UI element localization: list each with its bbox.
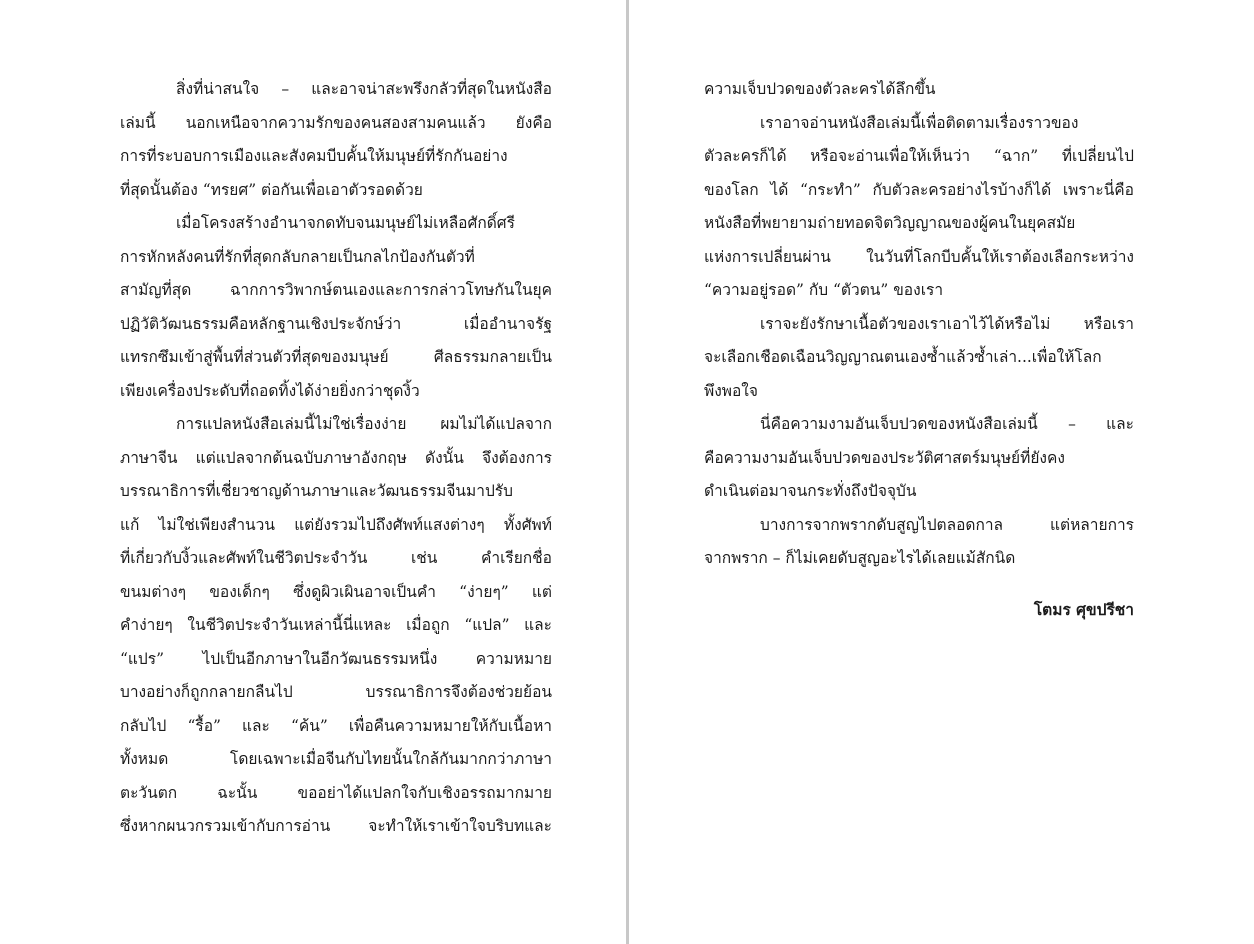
text-line: การหักหลังคนที่รักที่สุดกลับกลายเป็นกลไกป้องกันตัวที่ <box>120 247 475 266</box>
text-line: ความเจ็บปวดของตัวละครได้ลึกขึ้น <box>704 80 936 98</box>
paragraph <box>120 77 552 211</box>
text-line: เราอาจอ่านหนังสือเล่มนี้เพื่อติดตามเรื่องราวของ <box>760 113 1079 132</box>
paragraph-continuation <box>704 77 1134 111</box>
text-line: “แปร” ไปเป็นอีกภาษาในอีกวัฒนธรรมหนึ่ง ความหมาย <box>120 649 552 668</box>
text-line: ปฏิวัติวัฒนธรรมคือหลักฐานเชิงประจักษ์ว่า เมื่ออำนาจรัฐ <box>120 314 552 333</box>
text-line: หนังสือที่พยายามถ่ายทอดจิตวิญญาณของผู้คนในยุคสมัย <box>704 214 1076 232</box>
right-page-text <box>704 77 1134 622</box>
text-line: ดำเนินต่อมาจนกระทั่งถึงปัจจุบัน <box>704 482 917 500</box>
text-line: การแปลหนังสือเล่มนี้ไม่ใช่เรื่องง่าย ผมไม่ได้แปลจาก <box>176 415 552 433</box>
paragraph <box>704 312 1134 413</box>
text-line: ของโลก ได้ “กระทำ” กับตัวละครอย่างไรบ้างก็ได้ เพราะนี่คือ <box>704 180 1134 199</box>
text-line: ตะวันตก ฉะนั้น ขออย่าได้แปลกใจกับเชิงอรรถมากมาย <box>120 783 552 802</box>
text-line: ซึ่งหากผนวกรวมเข้ากับการอ่าน จะทำให้เราเข้าใจบริบทและ <box>120 817 552 835</box>
text-line: สิ่งที่น่าสนใจ – และอาจน่าสะพรึงกลัวที่สุดในหนังสือ <box>176 80 552 98</box>
text-line: เมื่อโครงสร้างอำนาจกดทับจนมนุษย์ไม่เหลือศักดิ์ศรี <box>176 214 515 232</box>
text-line: กลับไป “รื้อ” และ “ค้น” เพื่อคืนความหมายให้กับเนื้อหา <box>120 716 552 735</box>
right-page <box>629 0 1254 944</box>
text-line: ที่สุดนั้นต้อง “ทรยศ” ต่อกันเพื่อเอาตัวรอดด้วย <box>120 180 423 199</box>
text-line: เราจะยังรักษาเนื้อตัวของเราเอาไว้ได้หรือไม่ หรือเรา <box>760 314 1134 333</box>
text-line: แห่งการเปลี่ยนผ่าน ในวันที่โลกบีบคั้นให้เราต้องเลือกระหว่าง <box>704 247 1134 266</box>
text-line: แก้ ไม่ใช่เพียงสำนวน แต่ยังรวมไปถึงศัพท์แสงต่างๆ ทั้งศัพท์ <box>120 515 552 534</box>
text-line: การที่ระบอบการเมืองและสังคมบีบคั้นให้มนุษย์ที่รักกันอย่าง <box>120 147 508 165</box>
paragraph <box>704 111 1134 312</box>
left-page <box>0 0 626 944</box>
paragraph <box>120 412 552 848</box>
paragraph <box>704 513 1134 580</box>
text-line: สามัญที่สุด ฉากการวิพากษ์ตนเองและการกล่าวโทษกันในยุค <box>120 281 552 299</box>
text-line: พึงพอใจ <box>704 381 758 400</box>
text-line: นี่คือความงามอันเจ็บปวดของหนังสือเล่มนี้ – และ <box>760 415 1134 433</box>
text-line: ขนมต่างๆ ของเด็กๆ ซึ่งดูผิวเผินอาจเป็นคำ “ง่ายๆ” แต่ <box>120 582 552 601</box>
text-line: ทั้งหมด โดยเฉพาะเมื่อจีนกับไทยนั้นใกล้กันมากกว่าภาษา <box>120 750 552 768</box>
text-line: เล่มนี้ นอกเหนือจากความรักของคนสองสามคนแล้ว ยังคือ <box>120 113 552 132</box>
text-line: บางการจากพรากดับสูญไปตลอดกาล แต่หลายการ <box>760 515 1134 534</box>
text-line: บางอย่างก็ถูกกลายกลืนไป บรรณาธิการจึงต้องช่วยย้อน <box>120 683 552 701</box>
text-line: บรรณาธิการที่เชี่ยวชาญด้านภาษาและวัฒนธรรมจีนมาปรับ <box>120 482 513 500</box>
paragraph <box>120 211 552 412</box>
paragraph <box>704 412 1134 513</box>
text-line: เพียงเครื่องประดับที่ถอดทิ้งได้ง่ายยิ่งกว่าชุดงิ้ว <box>120 381 420 400</box>
text-line: ที่เกี่ยวกับงิ้วและศัพท์ในชีวิตประจำวัน เช่น คำเรียกชื่อ <box>120 549 552 567</box>
text-line: “ความอยู่รอด” กับ “ตัวตน” ของเรา <box>704 281 944 299</box>
text-line: จะเลือกเชือดเฉือนวิญญาณตนเองซ้ำแล้วซ้ำเล่า...เพื่อให้โลก <box>704 348 1102 366</box>
text-line: คำง่ายๆ ในชีวิตประจำวันเหล่านี้นี่แหละ เมื่อถูก “แปล” และ <box>120 616 552 634</box>
text-line: จากพราก – ก็ไม่เคยดับสูญอะไรได้เลยแม้สักนิด <box>704 549 1016 567</box>
text-line: แทรกซึมเข้าสู่พื้นที่ส่วนตัวที่สุดของมนุษย์ ศีลธรรมกลายเป็น <box>120 348 552 366</box>
author-signature: โตมร ศุขปรีชา <box>1033 599 1134 619</box>
text-line: ตัวละครก็ได้ หรือจะอ่านเพื่อให้เห็นว่า “ฉาก” ที่เปลี่ยนไป <box>704 147 1134 165</box>
text-line: คือความงามอันเจ็บปวดของประวัติศาสตร์มนุษย์ที่ยังคง <box>704 448 1065 467</box>
text-line: ภาษาจีน แต่แปลจากต้นฉบับภาษาอังกฤษ ดังนั้น จึงต้องการ <box>120 448 552 467</box>
left-page-text <box>120 77 552 848</box>
